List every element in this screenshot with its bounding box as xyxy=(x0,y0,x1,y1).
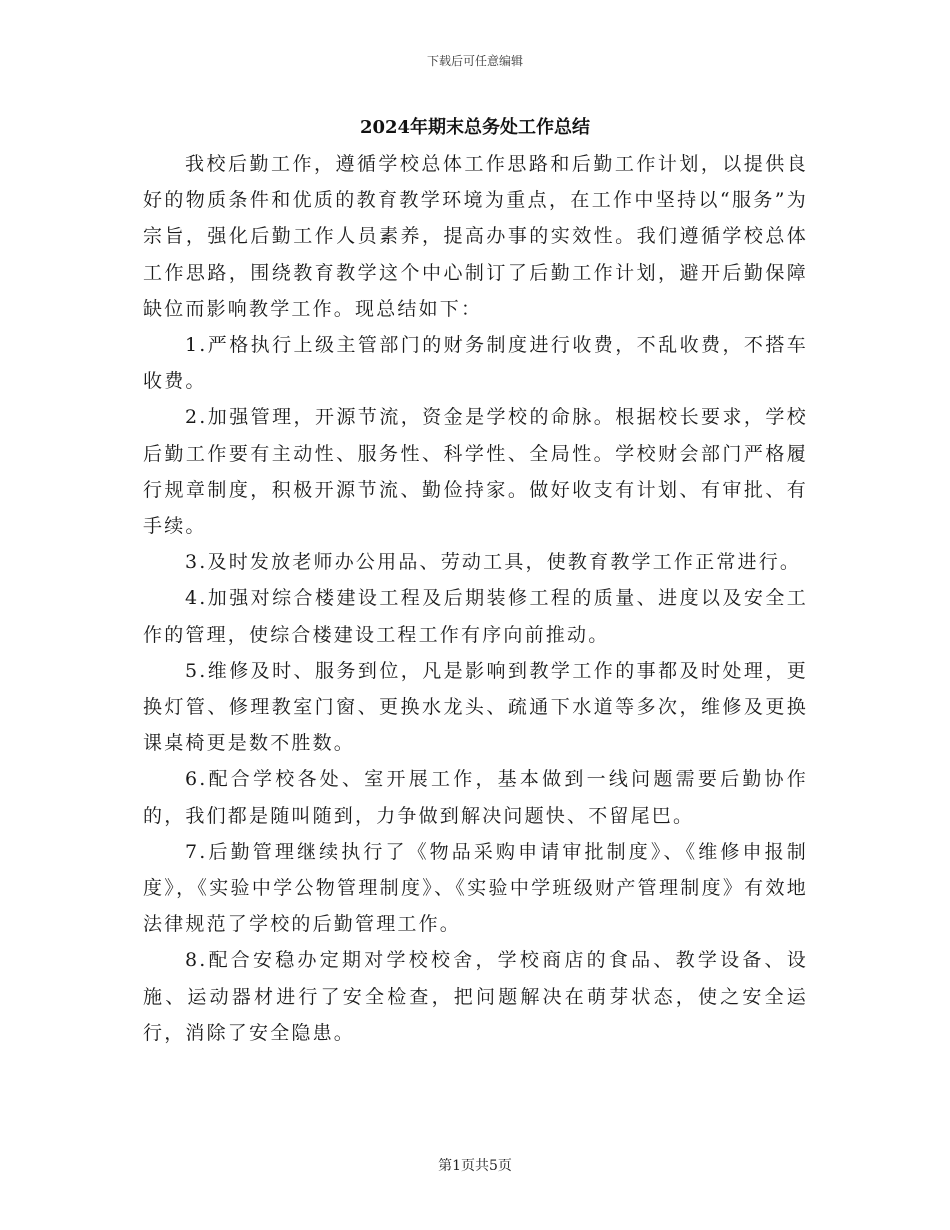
page-indicator: 第1页共5页 xyxy=(438,1158,512,1174)
item-8-paragraph: 8.配合安稳办定期对学校校舍，学校商店的食品、教学设备、设施、运动器材进行了安全检查，把问题解决在萌芽状态，使之安全运行，消除了安全隐患。 xyxy=(143,949,808,1044)
item-7-paragraph: 7.后勤管理继续执行了《物品采购申请审批制度》、《维修申报制度》，《实验中学公物管理制度》、《实验中学班级财产管理制度》有效地法律规范了学校的后勤管理工作。 xyxy=(143,840,808,936)
document-title: 2024年期末总务处工作总结 xyxy=(359,117,591,138)
item-3-paragraph: 3.及时发放老师办公用品、劳动工具，使教育教学工作正常进行。 xyxy=(185,551,802,574)
item-4-paragraph: 4.加强对综合楼建设工程及后期装修工程的质量、进度以及安全工作的管理，使综合楼建设工程工作有序向前推动。 xyxy=(143,587,808,646)
item-1-paragraph: 1.严格执行上级主管部门的财务制度进行收费，不乱收费，不搭车收费。 xyxy=(143,334,808,393)
document-body xyxy=(143,146,808,1051)
item-2-paragraph: 2.加强管理，开源节流，资金是学校的命脉。根据校长要求，学校后勤工作要有主动性、服务性、科学性、全局性。学校财会部门严格履行规章制度，积极开源节流、勤俭持家。做好收支有计划、有审批、有手续。 xyxy=(143,406,808,538)
header-note: 下载后可任意编辑 xyxy=(426,54,523,68)
intro-paragraph: 我校后勤工作，遵循学校总体工作思路和后勤工作计划，以提供良好的物质条件和优质的教育教学环境为重点，在工作中坚持以“服务”为宗旨，强化后勤工作人员素养，提高办事的实效性。我们遵循学校总体工作思路，围绕教育教学这个中心制订了后勤工作计划，避开后勤保障缺位而影响教学工作。现总结如下： xyxy=(143,153,808,320)
item-5-paragraph: 5.维修及时、服务到位，凡是影响到教学工作的事都及时处理，更换灯管、修理教室门窗、更换水龙头、疏通下水道等多次，维修及更换课桌椅更是数不胜数。 xyxy=(143,659,808,755)
item-6-paragraph: 6.配合学校各处、室开展工作，基本做到一线问题需要后勤协作的，我们都是随叫随到，力争做到解决问题快、不留尾巴。 xyxy=(143,768,808,827)
